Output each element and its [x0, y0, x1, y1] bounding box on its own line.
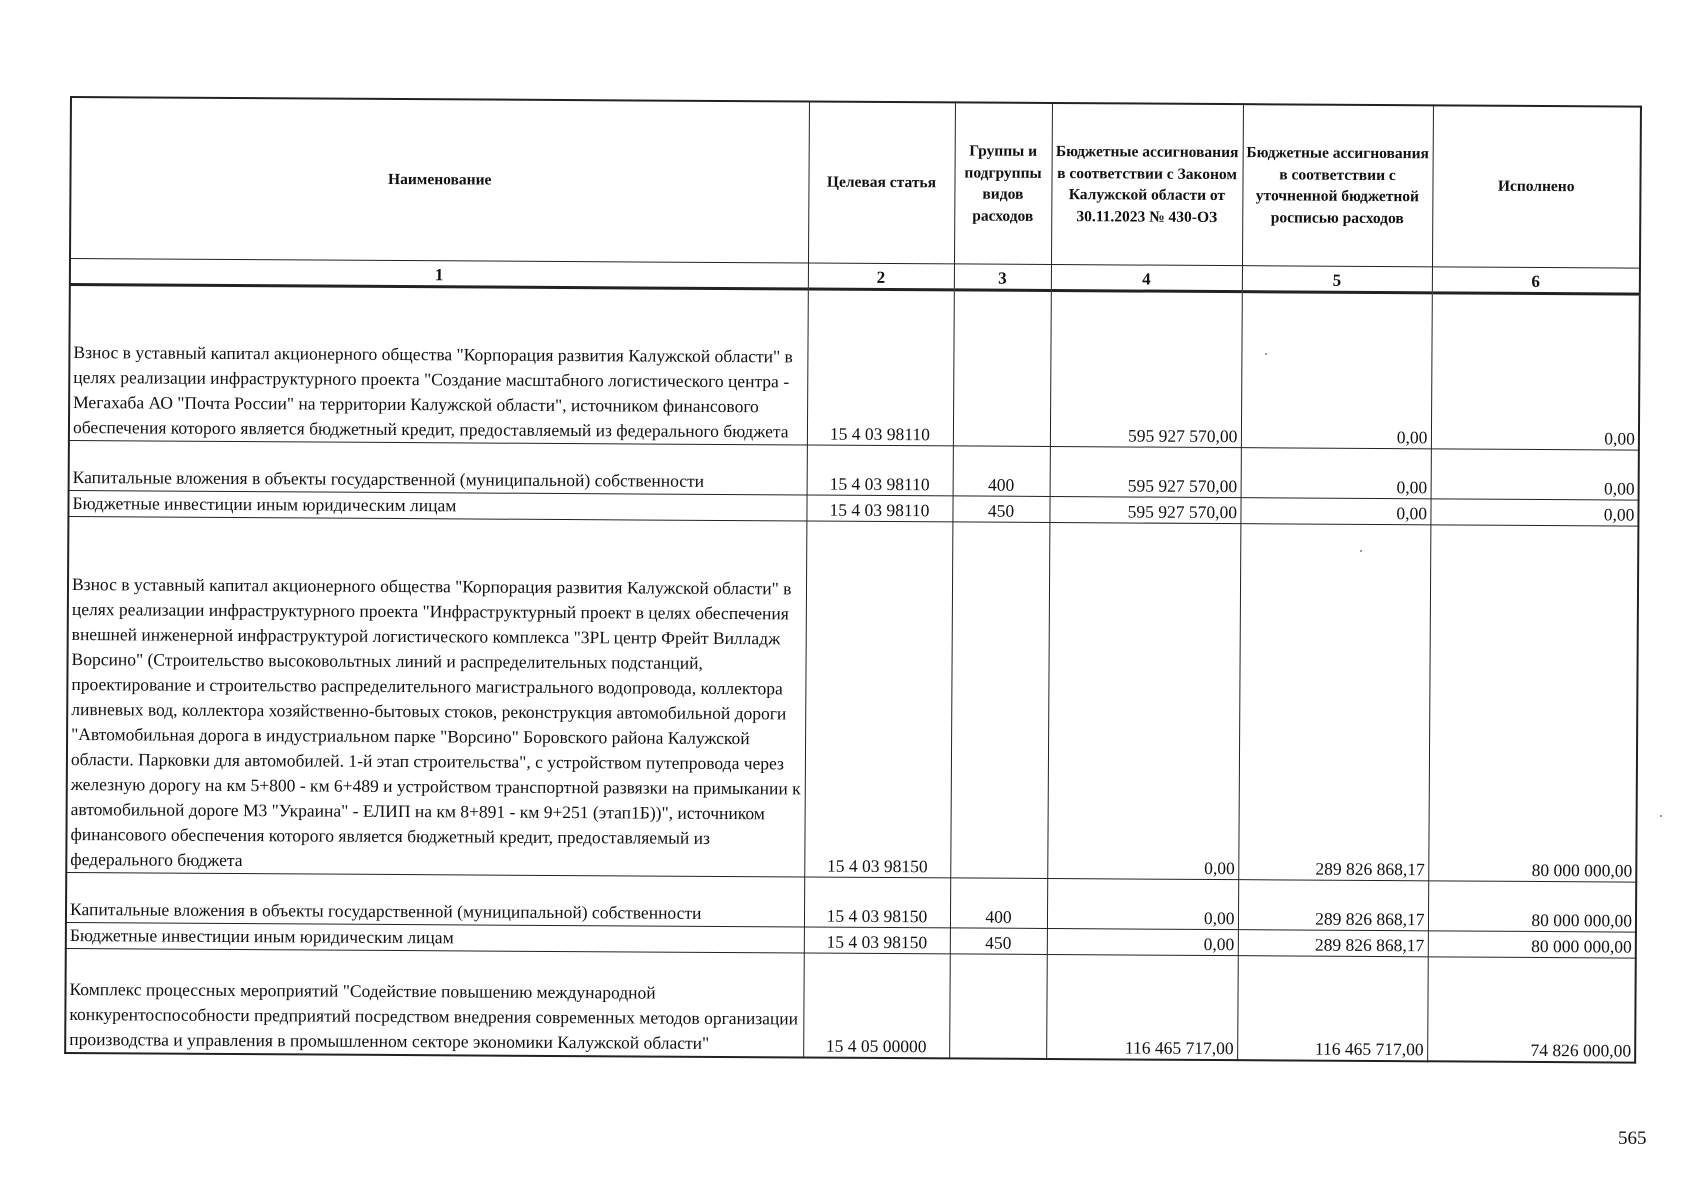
page-number: 565	[1618, 1128, 1647, 1149]
row-group: 450	[950, 928, 1047, 955]
row-refined-amount: 289 826 868,17	[1238, 930, 1428, 957]
row-target-code: 15 4 05 00000	[803, 953, 950, 1058]
column-number: 6	[1432, 267, 1640, 294]
table-row	[69, 440, 1639, 500]
table-row	[69, 285, 1640, 451]
budget-sheet	[64, 96, 1642, 1063]
row-executed-amount: 0,00	[1431, 293, 1640, 450]
row-law-amount: 0,00	[1047, 878, 1238, 929]
row-refined-amount: 0,00	[1241, 292, 1432, 449]
header-executed: Исполнено	[1432, 105, 1641, 268]
row-refined-amount: 289 826 868,17	[1238, 524, 1430, 881]
header-name: Наименование	[70, 97, 809, 263]
row-name: Капитальные вложения в объекты государственной (муниципальной) собственности	[69, 440, 807, 495]
row-target-code: 15 4 03 98110	[807, 289, 954, 446]
row-name: Бюджетные инвестиции иным юридическим лицам	[66, 922, 804, 953]
row-executed-amount: 80 000 000,00	[1428, 525, 1638, 882]
header-expense-groups: Группы и подгруппы видов расходов	[954, 102, 1052, 264]
header-row	[70, 97, 1641, 268]
row-refined-amount: 116 465 717,00	[1237, 956, 1428, 1061]
row-name: Капитальные вложения в объекты государственной (муниципальной) собственности	[66, 872, 804, 927]
row-executed-amount: 0,00	[1430, 499, 1638, 526]
column-number: 5	[1242, 266, 1432, 293]
row-name: Бюджетные инвестиции иным юридическим лицам	[68, 490, 806, 521]
scan-speck	[1660, 815, 1662, 817]
row-refined-amount: 0,00	[1240, 498, 1430, 525]
table-row	[66, 872, 1636, 932]
row-refined-amount: 0,00	[1241, 448, 1431, 499]
row-group: 450	[952, 496, 1049, 523]
row-group	[950, 522, 1049, 879]
row-group: 400	[953, 446, 1050, 497]
row-target-code: 15 4 03 98150	[804, 877, 950, 928]
row-name: Комплекс процессных мероприятий "Содействие повышению международной конкурентоспособности предприятий посредством внедрения современных методов организации производства и управления в промышленном секторе экономики Калужской области"	[65, 948, 804, 1057]
row-name: Взнос в уставный капитал акционерного общества "Корпорация развития Калужской области" в целях реализации инфраструктурного проекта "Создание масштабного логистического центра - Мегахаба АО "Почта России" на территории Калужской области", источником финансового обеспечения которого является бюджетный кредит, предоставляемый из федерального бюджета	[69, 285, 808, 446]
row-group	[953, 290, 1051, 447]
row-target-code: 15 4 03 98110	[807, 445, 953, 496]
row-law-amount: 595 927 570,00	[1049, 496, 1240, 523]
header-law-allocations: Бюджетные ассигнования в соответствии с Законом Калужской области от 30.11.2023 № 430-ОЗ	[1051, 103, 1243, 266]
row-executed-amount: 0,00	[1431, 449, 1639, 500]
row-target-code: 15 4 03 98150	[804, 927, 950, 954]
row-target-code: 15 4 03 98150	[804, 521, 952, 878]
row-law-amount: 0,00	[1047, 522, 1240, 879]
header-refined-allocations: Бюджетные ассигнования в соответствии с уточненной бюджетной росписью расходов	[1242, 104, 1433, 267]
row-law-amount: 116 465 717,00	[1046, 954, 1238, 1059]
row-executed-amount: 80 000 000,00	[1428, 881, 1636, 932]
row-law-amount: 0,00	[1047, 928, 1238, 955]
row-law-amount: 595 927 570,00	[1050, 290, 1242, 447]
scan-speck	[1360, 550, 1362, 552]
budget-table	[64, 96, 1642, 1063]
table-row	[65, 948, 1636, 1062]
column-number: 1	[70, 259, 808, 290]
scan-speck	[1265, 353, 1267, 355]
column-number: 2	[808, 263, 954, 290]
column-number: 3	[954, 264, 1051, 291]
header-target-article: Целевая статья	[808, 102, 955, 264]
row-refined-amount: 289 826 868,17	[1238, 880, 1428, 931]
row-executed-amount: 80 000 000,00	[1428, 931, 1636, 958]
row-law-amount: 595 927 570,00	[1050, 446, 1241, 497]
row-target-code: 15 4 03 98110	[806, 495, 952, 522]
row-group	[949, 954, 1047, 1059]
row-executed-amount: 74 826 000,00	[1427, 957, 1636, 1062]
row-group: 400	[950, 878, 1047, 929]
row-name: Взнос в уставный капитал акционерного общества "Корпорация развития Калужской области" в целях реализации инфраструктурного проекта "Инфраструктурный проект в целях обеспечения внешней инженерной инфраструктурой логистического комплекса "3PL центр Фрейт Вилладж Ворсино" (Строительство высоковольтных линий и распределительных подстанций, проектирование и строительство распределительного магистрального водопровода, коллектора ливневых вод, коллектора хозяйственно-бытовых стоков, реконструкция автомобильной дороги "Автомобильная дорога в индустриальном парке "Ворсино" Боровского района Калужской области. Парковки для автомобилей. 1-й этап строительства", с устройством путепровода через железную дорогу на км 5+800 - км 6+489 и устройством транспортной развязки на примыкании к автомобильной дороге М3 "Украина" - ЕЛИП на км 8+891 - км 9+251 (этап1Б))", источником финансового обеспечения которого является бюджетный кредит, предоставляемый из федерального бюджета	[66, 516, 806, 877]
column-number: 4	[1051, 264, 1242, 291]
table-row	[66, 516, 1638, 882]
